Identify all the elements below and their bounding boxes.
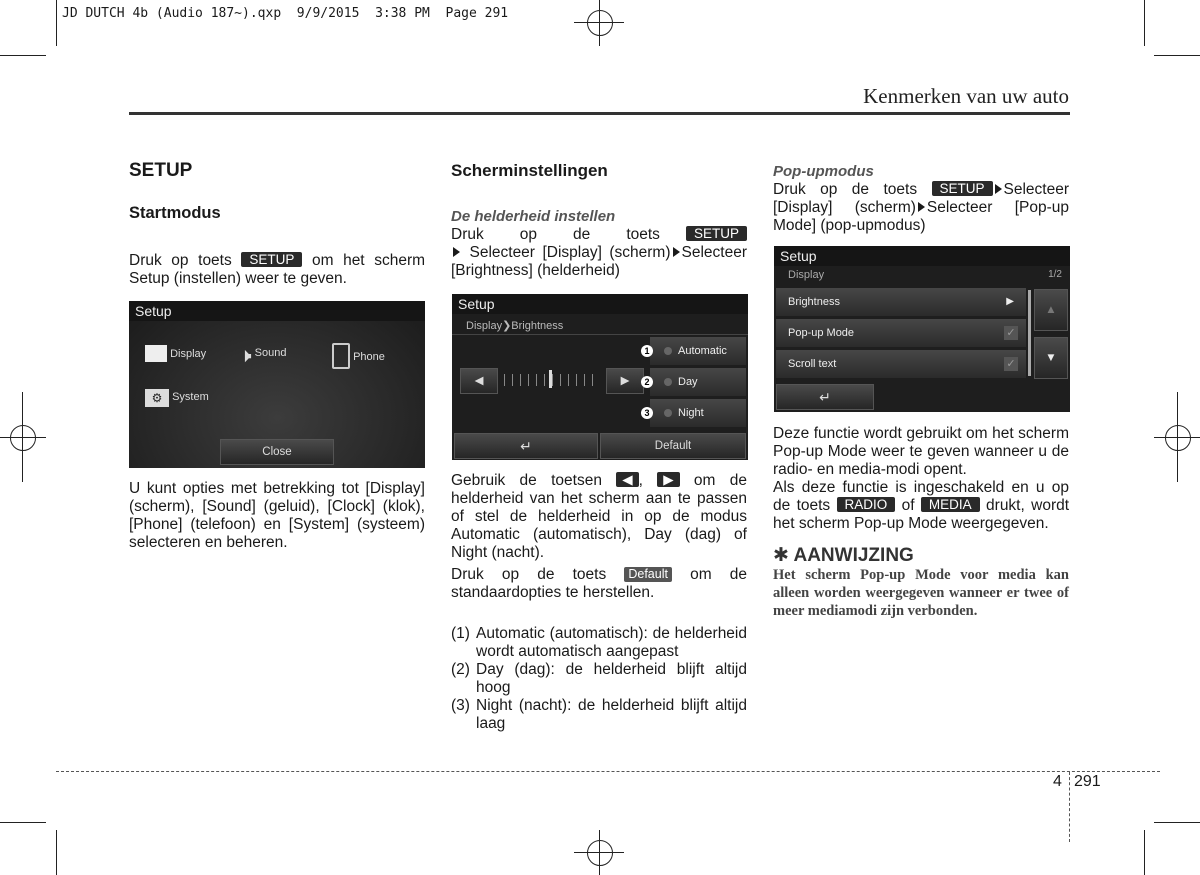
callout-2: 2 bbox=[641, 376, 653, 388]
crop-mark bbox=[56, 0, 57, 46]
note-heading: ✱ AANWIJZING bbox=[773, 545, 914, 566]
crop-mark bbox=[56, 830, 57, 875]
option-night[interactable]: Night bbox=[650, 399, 746, 427]
increase-button[interactable]: ▶ bbox=[606, 368, 644, 394]
scrollbar[interactable] bbox=[1028, 290, 1031, 376]
decrease-button[interactable]: ◀ bbox=[460, 368, 498, 394]
note-body: Het scherm Pop-up Mode voor media kan alleen worden weergegeven wanneer er twee of meer mediamodi zijn verbonden. bbox=[773, 567, 1069, 619]
scroll-up-button[interactable]: ▲ bbox=[1034, 289, 1068, 331]
row-brightness[interactable]: Brightness ▶ bbox=[776, 288, 1026, 316]
display-icon bbox=[145, 345, 167, 362]
mode-list bbox=[451, 625, 747, 733]
menu-phone[interactable]: Phone bbox=[332, 343, 385, 369]
popup-screen bbox=[774, 246, 1070, 412]
chapter-title: Kenmerken van uw auto bbox=[863, 84, 1069, 108]
callout-1: 1 bbox=[641, 345, 653, 357]
menu-sound[interactable]: 🕨 Sound bbox=[239, 345, 287, 367]
checkbox-icon[interactable]: ✓ bbox=[1004, 357, 1018, 371]
section-heading: SETUP bbox=[129, 160, 193, 181]
system-icon: ⚙ bbox=[145, 389, 169, 407]
list-item: (2) Day (dag): de helderheid blijft altijd hoog bbox=[451, 661, 747, 696]
subheading: Startmodus bbox=[129, 204, 221, 222]
speaker-icon: 🕨 bbox=[239, 345, 252, 367]
default-button[interactable]: Default bbox=[600, 433, 746, 459]
screen-title: Setup bbox=[452, 294, 748, 314]
setup-key: SETUP bbox=[686, 226, 747, 241]
footer-rule bbox=[56, 771, 1160, 772]
breadcrumb: Display❯Brightness bbox=[466, 320, 564, 332]
radio-key: RADIO bbox=[837, 497, 896, 512]
option-automatic[interactable]: Automatic bbox=[650, 337, 746, 365]
row-popup-mode[interactable]: Pop-up Mode ✓ bbox=[776, 319, 1026, 347]
column-1-body bbox=[129, 480, 425, 552]
column-2-body bbox=[451, 472, 747, 733]
setup-screen bbox=[129, 301, 425, 468]
arrow-icon bbox=[453, 247, 460, 257]
breadcrumb: Display bbox=[788, 269, 825, 281]
crop-mark bbox=[1154, 822, 1200, 823]
list-item: (3) Night (nacht): de helderheid blijft altijd laag bbox=[451, 697, 747, 732]
page-indicator: 1/2 bbox=[1048, 269, 1062, 280]
body-text-2: Als deze functie is ingeschakeld en u op de toets RADIO of MEDIA drukt, wordt het scherm Pop-up Mode weergegeven. bbox=[773, 479, 1070, 532]
scroll-down-button[interactable]: ▼ bbox=[1034, 337, 1068, 379]
right-arrow-key: ▶ bbox=[657, 472, 679, 487]
crop-mark bbox=[0, 822, 46, 823]
section-heading: Scherminstellingen bbox=[451, 161, 608, 180]
close-button[interactable]: Close bbox=[220, 439, 334, 465]
arrow-icon bbox=[995, 184, 1002, 194]
callout-3: 3 bbox=[641, 407, 653, 419]
crop-mark bbox=[0, 55, 46, 56]
screen-title: Setup bbox=[129, 301, 425, 321]
screen-title: Setup bbox=[774, 246, 1070, 266]
subheading: De helderheid instellen bbox=[451, 208, 616, 225]
header-rule bbox=[129, 112, 1070, 115]
default-key: Default bbox=[624, 567, 672, 582]
body-text-1: Deze functie wordt gebruikt om het scherm Pop-up Mode weer te geven wanneer u de radio- en media-modi opent. bbox=[773, 425, 1069, 478]
footer-chapter: 4 bbox=[1053, 773, 1062, 790]
column-3-body bbox=[773, 425, 1069, 620]
body-text: U kunt opties met betrekking tot [Display] (scherm), [Sound] (geluid), [Clock] (klok), [Phone] (telefoon) en [System] (systeem) selecteren en beheren. bbox=[129, 480, 425, 551]
column-2 bbox=[451, 162, 747, 280]
reset-text: Druk op de toets Default om de standaardopties te herstellen. bbox=[451, 566, 747, 601]
crop-mark bbox=[1144, 0, 1145, 46]
brightness-screen bbox=[452, 294, 748, 460]
intro-text: Druk op toets SETUP om het scherm Setup (instellen) weer te geven. bbox=[129, 252, 426, 287]
print-header: JD DUTCH 4b (Audio 187~).qxp 9/9/2015 3:38 PM Page 291 bbox=[62, 6, 509, 21]
column-3 bbox=[773, 163, 1069, 235]
option-day[interactable]: Day bbox=[650, 368, 746, 396]
phone-icon bbox=[332, 343, 350, 369]
step-text: Druk op de toets SETUP Selecteer [Display] (scherm) Selecteer [Brightness] (helderheid) bbox=[451, 226, 747, 279]
divider bbox=[452, 334, 748, 335]
arrow-icon bbox=[918, 202, 925, 212]
crop-mark bbox=[1154, 55, 1200, 56]
media-key: MEDIA bbox=[921, 497, 980, 512]
back-button[interactable]: ↵ bbox=[776, 384, 874, 410]
checkbox-icon[interactable]: ✓ bbox=[1004, 326, 1018, 340]
step-text: Druk op de toets SETUP Selecteer [Display] (scherm) Selecteer [Pop-up Mode] (pop-upmodus) bbox=[773, 181, 1069, 234]
subheading: Pop-upmodus bbox=[773, 163, 874, 180]
list-item: (1) Automatic (automatisch): de helderheid wordt automatisch aangepast bbox=[451, 625, 747, 660]
menu-system[interactable]: ⚙ System bbox=[145, 389, 209, 407]
footer-divider bbox=[1069, 772, 1070, 842]
column-1 bbox=[129, 162, 425, 288]
row-scroll-text[interactable]: Scroll text ✓ bbox=[776, 350, 1026, 378]
page-number: 291 bbox=[1074, 773, 1101, 790]
arrow-icon bbox=[673, 247, 680, 257]
use-text: Gebruik de toetsen ◀ , ▶ om de helderheid van het scherm aan te passen of stel de helderheid in op de modus Automatic (automatisch), Day (dag) of Night (nacht). bbox=[451, 472, 747, 561]
left-arrow-key: ◀ bbox=[616, 472, 638, 487]
menu-display[interactable]: Display bbox=[145, 345, 206, 363]
chevron-right-icon: ▶ bbox=[1006, 296, 1014, 307]
setup-key: SETUP bbox=[932, 181, 993, 196]
slider-handle[interactable] bbox=[549, 370, 552, 388]
brightness-slider[interactable] bbox=[504, 374, 600, 386]
crop-mark bbox=[1144, 830, 1145, 875]
setup-key: SETUP bbox=[241, 252, 302, 267]
back-button[interactable]: ↵ bbox=[454, 433, 598, 459]
